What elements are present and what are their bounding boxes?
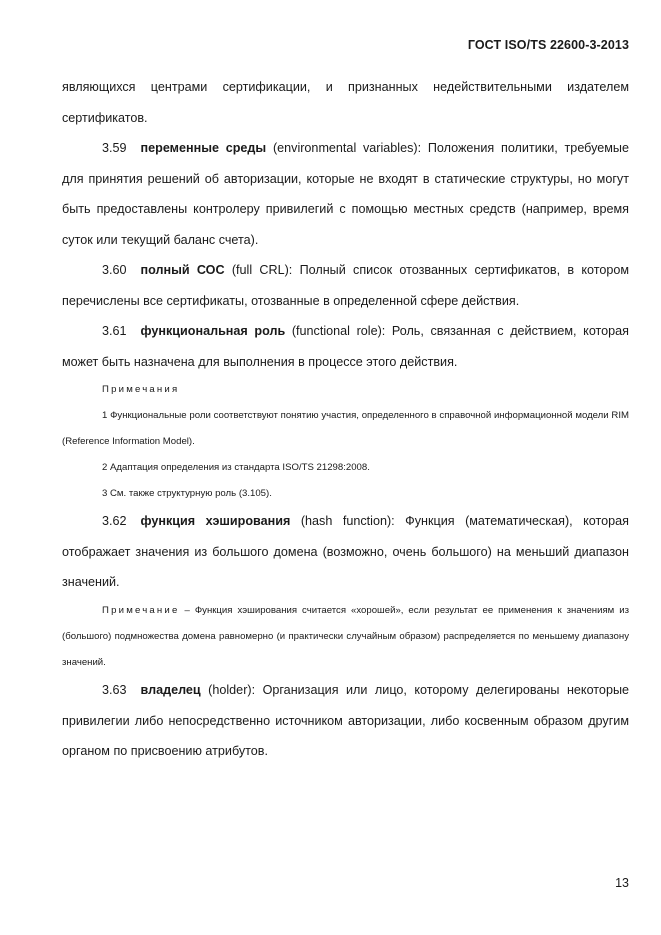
term-3-62 (62, 506, 629, 598)
intro-paragraph: являющихся центрами сертификации, и признанных недействительными издателем сертификатов. (62, 80, 629, 125)
term-definition: (environmental variables): Положения политики, требуемые для принятия решений об авторизации, которые не входят в статические структуры, но могут быть предоставлены контролеру привилегий с помощью местных средств (например, время суток или текущий баланс счета). (62, 141, 629, 247)
term-3-59 (62, 133, 629, 255)
note-2: 2 Адаптация определения из стандарта ISO/TS 21298:2008. (102, 462, 370, 473)
term-number: 3.61 (102, 324, 127, 338)
term-title: функция хэширования (140, 514, 291, 528)
term-3-61 (62, 316, 629, 377)
term-title: переменные среды (140, 141, 267, 155)
term-number: 3.62 (102, 514, 127, 528)
term-definition: (functional role): Роль, связанная с действием, которая может быть назначена для выполнения в процессе этого действия. (62, 324, 630, 369)
note-label: Примечание (102, 605, 180, 616)
note-3: 3 См. также структурную роль (3.105). (102, 488, 272, 499)
term-title: функциональная роль (140, 324, 286, 338)
term-definition: (holder): Организация или лицо, которому делегированы некоторые привилегии либо непосредственно источником авторизации, либо косвенным образом другим органом по присвоению атрибутов. (62, 683, 629, 759)
term-3-63 (62, 675, 629, 767)
term-definition: (full CRL): Полный список отозванных сертификатов, в котором перечислены все сертификаты, отозванные в определенной сфере действия. (62, 263, 629, 308)
page-number: 13 (615, 876, 629, 890)
note-text: – Функция хэширования считается «хорошей», если результат ее применения к значениям из (большого) подмножества домена равномерно (и практически случайным образом) распределяется по меньшему диапазону значений. (62, 605, 629, 668)
term-number: 3.63 (102, 683, 127, 697)
standard-header: ГОСТ ISO/TS 22600-3-2013 (467, 38, 629, 52)
term-number: 3.59 (102, 141, 127, 155)
term-3-60 (62, 255, 629, 316)
term-title: владелец (140, 683, 201, 697)
note-1: 1 Функциональные роли соответствуют понятию участия, определенного в справочной информационной модели RIM (Reference Information Model). (62, 410, 629, 447)
term-definition: (hash function): Функция (математическая), которая отображает значения из большого домена (возможно, очень большого) на меньший диапазон значений. (62, 514, 629, 590)
notes-heading: Примечания (102, 384, 180, 395)
term-number: 3.60 (102, 263, 127, 277)
term-title: полный СОС (140, 263, 225, 277)
note-3-62 (62, 598, 629, 676)
